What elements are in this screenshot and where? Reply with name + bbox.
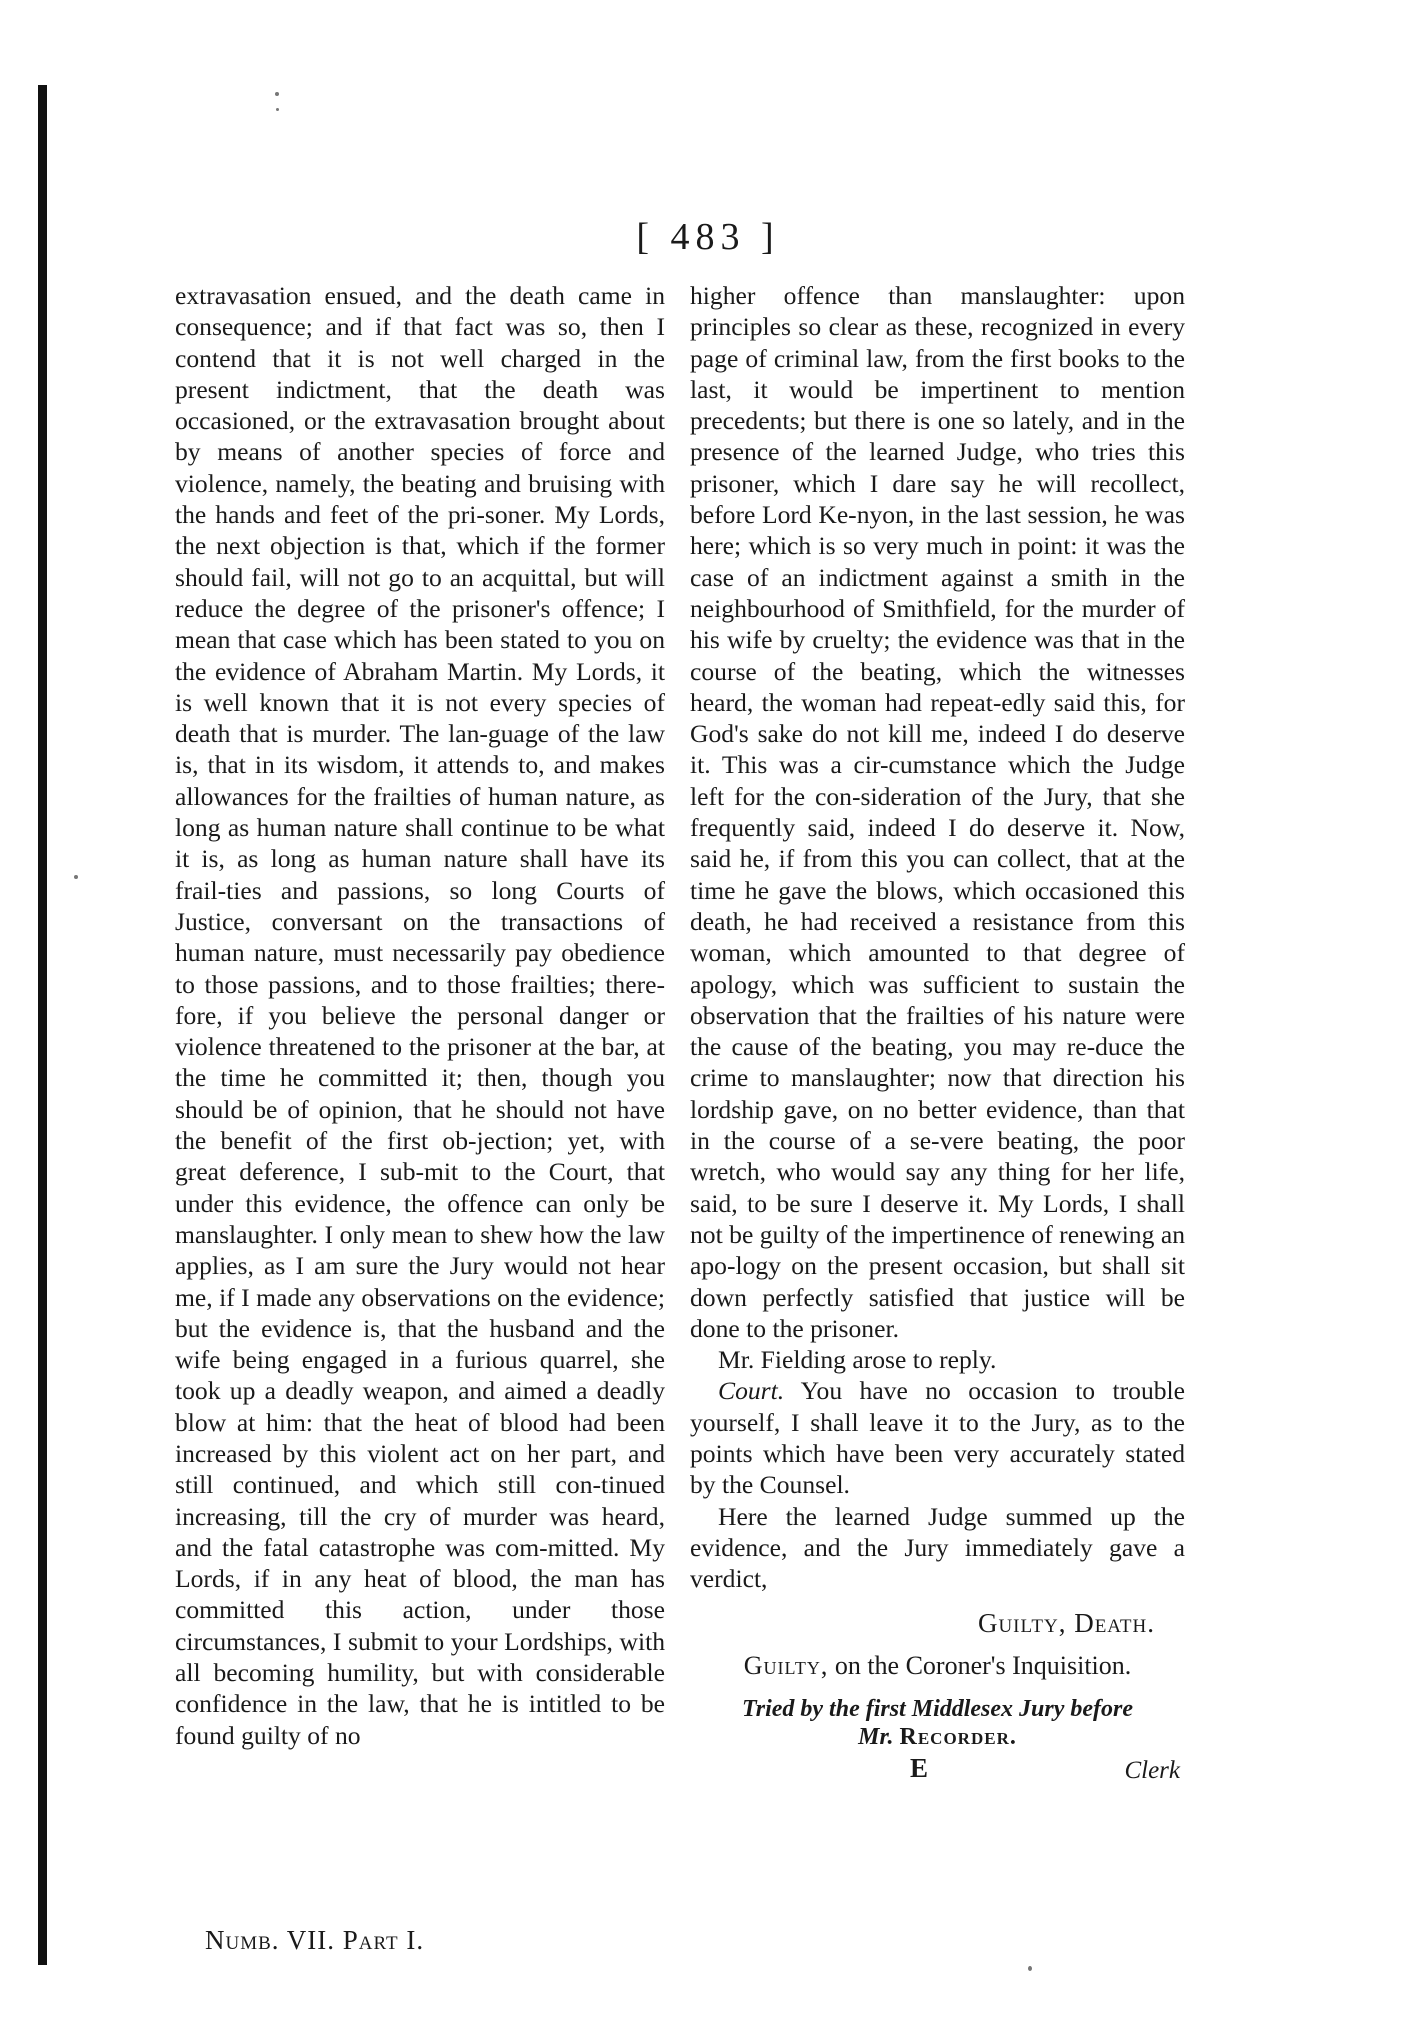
signature-mark: E [910,1753,929,1784]
signature-row [690,1753,1185,1787]
verdict-coroner-lead: Guilty, [743,1650,829,1680]
tried-line-1: Tried by the first Middlesex Jury before [741,1696,1134,1723]
left-paragraph: extravasation ensued, and the death came in consequence; and if that fact was so, then I contend that it is not well charged in the present indictment, that the death was occasioned, or the extravasation brought about by means of another species of force and violence, namely, the beating and bruising with the hands and feet of the pri-soner. My Lords, the next objection is that, which if the former should fail, will not go to an acquittal, but will reduce the degree of the prisoner's offence; I mean that case which has been stated to you on the evidence of Abraham Martin. My Lords, it is well known that it is not every species of death that is murder. The lan-guage of the law is, that in its wisdom, it attends to, and makes allowances for the frailties of human nature, as long as human nature shall continue to be what it is, as long as human nature shall have its frail-ties and passions, so long Courts of Justice, conversant on the transactions of human nature, must necessarily pay obedience to those passions, and to those frailties; there-fore, if you believe the personal danger or violence threatened to the prisoner at the bar, at the time he committed it; then, though you should be of opinion, that he should not have the benefit of the first ob-jection; yet, with great deference, I sub-mit to the Court, that under this evidence, the offence can only be manslaughter. I only mean to shew how the law applies, as I am sure the Jury would not hear me, if I made any observations on the evidence; but the evidence is, that the husband and the wife being engaged in a furious quarrel, she took up a deadly weapon, and aimed a deadly blow at him: that the heat of blood had been increased by this violent act on her part, and still continued, and which still con-tinued increasing, till the cry of murder was heard, and the fatal catastrophe was com-mitted. My Lords, if in any heat of blood, the man has committed this action, under those circumstances, I submit to your Lordships, with all becoming humility, but with considerable confidence in the law, that he is intitled to be found guilty of no [175,281,665,1750]
ink-speck [276,108,279,111]
tried-before-note [690,1695,1185,1751]
ink-speck [1028,1966,1032,1971]
page-number-header: [ 483 ] [636,216,780,258]
ink-speck [74,875,78,879]
page-binding-edge [38,85,47,1965]
tried-recorder: Recorder. [899,1724,1017,1751]
right-text-column [690,280,1185,1787]
court-speaker: Court. [718,1376,785,1406]
tried-line-2 [690,1723,1185,1751]
fielding-paragraph: Mr. Fielding arose to reply. [718,1345,997,1375]
verdict-death: Guilty, Death. [977,1608,1155,1639]
court-text: You have no occasion to trouble yourself, I shall leave it to the Jury, as to the points which have been very accurately stated by the Counsel. [690,1376,1186,1500]
summing-up-paragraph: Here the learned Judge summed up the evidence, and the Jury immediately gave a verdict, [690,1501,1185,1594]
ink-speck [275,92,279,96]
court-paragraph [690,1375,1185,1500]
tried-mr: Mr. [858,1724,894,1751]
right-paragraph: higher offence than manslaughter: upon principles so clear as these, recognized in every page of criminal law, from the first books to the last, it would be impertinent to mention precedents; but there is one so lately, and in the presence of the learned Judge, who tries this prisoner, which I dare say he will recollect, before Lord Ke-nyon, in the last session, he was here; which is so very much in point: it was the case of an indictment against a smith in the neighbourhood of Smithfield, for the murder of his wife by cruelty; the evidence was that in the course of the beating, which the witnesses heard, the woman had repeat-edly said this, for God's sake do not kill me, indeed I do deserve it. This was a cir-cumstance which the Judge left for the con-sideration of the Jury, that she frequently said, indeed I do deserve it. Now, said he, if from this you can collect, that at the time he gave the blows, which occasioned this death, he had received a resistance from this woman, which amounted to that degree of apology, which was sufficient to sustain the observation that the frailties of his nature were the cause of the beating, you may re-duce the crime to manslaughter; now that direction his lordship gave, on no better evidence, than that in the course of a se-vere beating, the poor wretch, who would say any thing for her life, said, to be sure I deserve it. My Lords, I shall not be guilty of the impertinence of renewing an apo-logy on the present occasion, but shall sit down perfectly satisfied that justice will be done to the prisoner. [690,281,1185,1343]
verdict-coroner [690,1650,1185,1681]
footer-signature: Numb. VII. Part I. [205,1925,425,1955]
left-text-column [175,280,665,1751]
catchword: Clerk [1124,1757,1180,1785]
verdict-coroner-rest: on the Coroner's Inquisition. [834,1650,1132,1680]
